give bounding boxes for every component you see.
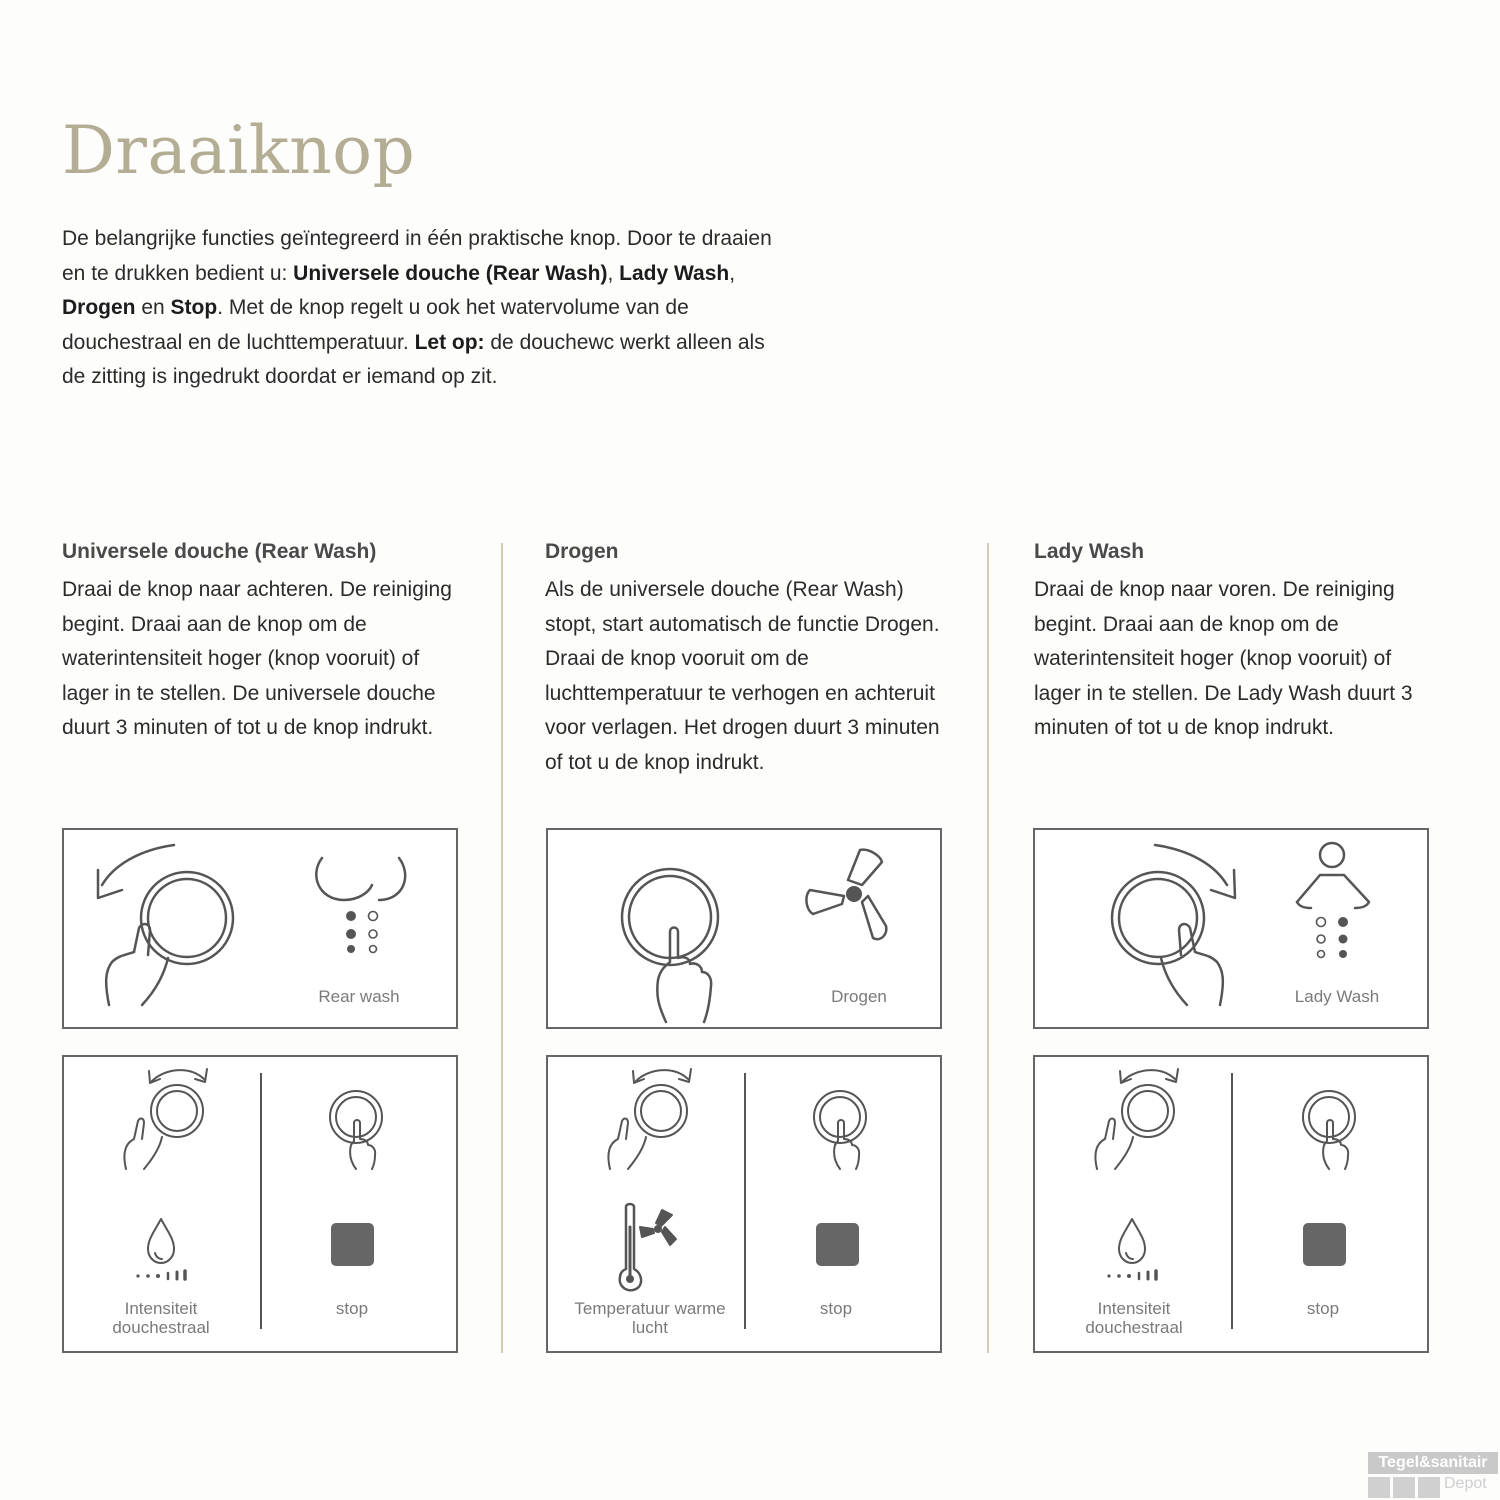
control-separator: [1231, 1073, 1233, 1329]
stop-icon: [1303, 1223, 1346, 1266]
lady-wash-controls-panel: [1033, 1055, 1429, 1353]
stop-label: stop: [335, 1299, 369, 1318]
drogen-panel: [546, 828, 942, 1029]
rear-wash-description: Draai de knop naar achteren. De reiniging begint. Draai aan de knop om de waterintensiteit hoger (knop vooruit) of lager in te stellen. De universele douche duurt 3 minuten of tot u de knop indrukt.: [62, 578, 452, 739]
water-drop-icon: [136, 1219, 185, 1279]
intensity-label: Intensiteit douchestraal: [1085, 1299, 1183, 1337]
rotate-knob-icon: [608, 1069, 691, 1169]
column-divider: [987, 543, 989, 1353]
rotate-back-knob-icon: [98, 845, 233, 1005]
control-separator: [744, 1073, 746, 1329]
rear-wash-controls-panel: [62, 1055, 458, 1353]
rear-wash-heading: Universele douche (Rear Wash): [62, 540, 377, 563]
rotate-forward-knob-icon: [1112, 845, 1235, 1005]
stop-icon: [331, 1223, 374, 1266]
rear-wash-panel: [62, 828, 458, 1029]
rear-wash-icon: [316, 858, 405, 953]
stop-label: stop: [819, 1299, 853, 1318]
rotate-knob-icon: [124, 1069, 207, 1169]
drogen-heading: Drogen: [545, 540, 619, 563]
lady-wash-panel: [1033, 828, 1429, 1029]
drogen-description: Als de universele douche (Rear Wash) stopt, start automatisch de functie Drogen. Draai de knop vooruit om de luchttemperatuur te verhogen en achteruit voor verlagen. Het drogen duurt 3 minuten of tot u de knop indrukt.: [545, 578, 940, 774]
tile-icon: [1418, 1477, 1440, 1498]
stop-label: stop: [1306, 1299, 1340, 1318]
tile-icon: [1393, 1477, 1415, 1498]
watermark-logo: [1368, 1452, 1498, 1498]
lady-wash-heading: Lady Wash: [1034, 540, 1145, 563]
press-knob-icon: [622, 869, 718, 1022]
drogen-controls-panel: [546, 1055, 942, 1353]
lady-wash-icon: [1297, 843, 1369, 958]
thermometer-fan-icon: [620, 1204, 676, 1290]
stop-icon: [816, 1223, 859, 1266]
panel-label-rear-wash: Rear wash: [318, 987, 400, 1006]
lady-wash-description: Draai de knop naar voren. De reiniging begint. Draai aan de knop om de waterintensiteit hoger (knop vooruit) of lager in te stellen. De Lady Wash duurt 3 minuten of tot u de knop indrukt.: [1034, 578, 1413, 739]
panel-label-lady-wash: Lady Wash: [1294, 987, 1380, 1006]
intensity-label: Intensiteit douchestraal: [112, 1299, 210, 1337]
intro-paragraph: De belangrijke functies geïntegreerd in één praktische knop. Door te draaien en te drukken bedient u: Universele douche (Rear Wash), Lady Wash, Drogen en Stop. Met de knop regelt u ook het watervolume van de douchestraal en de luchttemperatuur. Let op: de douchewc werkt alleen als de zitting is ingedrukt doordat er iemand op zit.: [62, 227, 772, 388]
watermark-bottom-text: Depot: [1444, 1475, 1487, 1492]
column-divider: [501, 543, 503, 1353]
page-title: Draaiknop: [62, 112, 416, 189]
press-button-icon: [814, 1091, 866, 1169]
press-button-icon: [1303, 1091, 1355, 1169]
fan-icon: [806, 850, 886, 939]
control-separator: [260, 1073, 262, 1329]
rotate-knob-icon: [1095, 1069, 1178, 1169]
drop-icon: [1368, 1477, 1390, 1498]
press-button-icon: [330, 1091, 382, 1169]
watermark-top-text: Tegel&sanitair: [1368, 1452, 1498, 1474]
temperature-label: Temperatuur warme lucht: [574, 1299, 726, 1337]
water-drop-icon: [1107, 1219, 1156, 1279]
panel-label-drogen: Drogen: [831, 987, 887, 1006]
